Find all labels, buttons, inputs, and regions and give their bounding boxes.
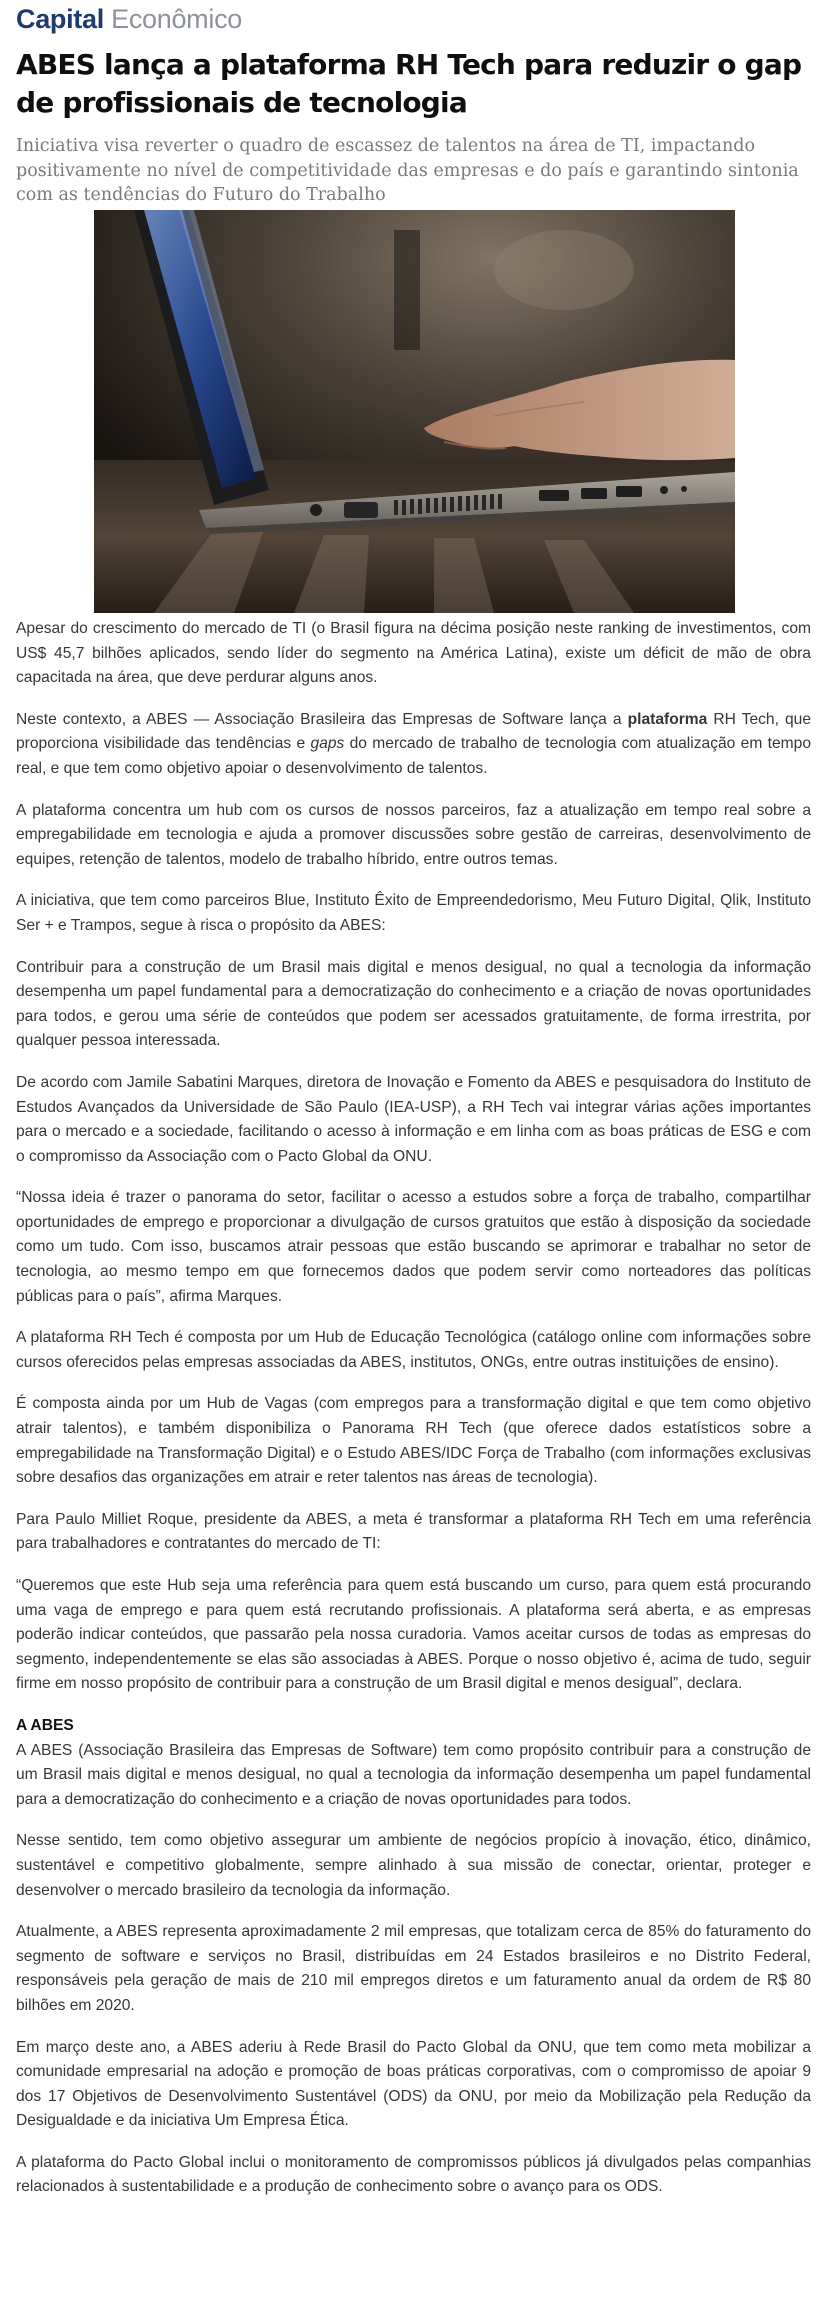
article-paragraph: Contribuir para a construção de um Brasil mais digital e menos desigual, no qual a tecnologia da informação desempenha um papel fundamental para a democratização do conhecimento e a criação de novas oportunidades para todos, e gerou uma série de conteúdos que podem ser acessados gratuitamente, de forma irrestrita, por qualquer pessoa interessada. xyxy=(16,958,811,1050)
article-quote-paragraph: “Nossa ideia é trazer o panorama do setor, facilitar o acesso a estudos sobre a força de trabalho, compartilhar oportunidades de emprego e proporcionar a divulgação de cursos gratuitos que estão à disposição da sociedade como um tudo. Com isso, buscamos atrair pessoas que estão buscando se aprimorar e trabalhar no setor de tecnologia, ao mesmo tempo em que fornecemos dados que podem servir como norteadores das políticas públicas para o país”, afirma Marques. xyxy=(16,1189,811,1305)
logo-primary-text: Capital xyxy=(16,4,104,34)
bold-keyword: plataforma xyxy=(627,710,708,728)
article-paragraph: Em março deste ano, a ABES aderiu à Rede Brasil do Pacto Global da ONU, que tem como meta mobilizar a comunidade empresarial na adoção e promoção de boas práticas corporativas, com o compromisso de apoiar 9 dos 17 Objetivos de Desenvolvimento Sustentável (ODS) da ONU, por meio da Mobilização pela Redução da Desigualdade e da iniciativa Um Empresa Ética. xyxy=(16,2038,811,2130)
article-paragraph: De acordo com Jamile Sabatini Marques, diretora de Inovação e Fomento da ABES e pesquisadora do Instituto de Estudos Avançados da Universidade de São Paulo (IEA-USP), a RH Tech vai integrar várias ações importantes para o mercado e a sociedade, facilitando o acesso à informação e em linha com as boas práticas de ESG e com o compromisso da Associação com o Pacto Global da ONU. xyxy=(16,1073,811,1165)
section-heading: A ABES xyxy=(16,1716,74,1734)
article-paragraph: Atualmente, a ABES representa aproximadamente 2 mil empresas, que totalizam cerca de 85% do faturamento do segmento de software e serviços no Brasil, distribuídas em 24 Estados brasileiros e no Distrito Federal, responsáveis pela geração de mais de 210 mil empregos diretos e um faturamento anual da ordem de R$ 80 bilhões em 2020. xyxy=(16,1923,811,2014)
site-logo[interactable] xyxy=(16,4,242,38)
article-paragraph: Neste contexto, a ABES — Associação Brasileira das Empresas de Software lança a plataforma RH Tech, que proporciona visibilidade das tendências e gaps do mercado de trabalho de tecnologia com atualização em tempo real, e que tem como objetivo apoiar o desenvolvimento de talentos. xyxy=(16,710,811,777)
article-paragraph: A plataforma concentra um hub com os cursos de nossos parceiros, faz a atualização em tempo real sobre a empregabilidade em tecnologia e ajuda a promover discussões sobre gestão de carreiras, desenvolvimento de equipes, retenção de talentos, modelo de trabalho híbrido, entre outros temas. xyxy=(16,801,811,868)
logo-secondary-text: Econômico xyxy=(111,4,242,34)
article-paragraph: A plataforma RH Tech é composta por um Hub de Educação Tecnológica (catálogo online com informações sobre cursos oferecidos pelas empresas associadas da ABES, institutos, ONGs, entre outras instituições de ensino). xyxy=(16,1329,811,1371)
article-paragraph: A iniciativa, que tem como parceiros Blue, Instituto Êxito de Empreendedorismo, Meu Futuro Digital, Qlik, Instituto Ser + e Trampos, segue à risca o propósito da ABES: xyxy=(16,892,811,934)
article-body xyxy=(16,617,811,2217)
article-paragraph: Apesar do crescimento do mercado de TI (o Brasil figura na décima posição neste ranking de investimentos, com US$ 45,7 bilhões aplicados, sendo líder do segmento na América Latina), existe um déficit de mão de obra capacitada na área, que deve perdurar alguns anos. xyxy=(16,620,811,687)
article-subtitle: Iniciativa visa reverter o quadro de escassez de talentos na área de TI, impactando positivamente no nível de competitividade das empresas e do país e garantindo sintonia com as tendências do Futuro do Trabalho xyxy=(16,136,799,205)
article-title: ABES lança a plataforma RH Tech para reduzir o gap de profissionais de tecnologia xyxy=(16,48,802,119)
article-paragraph: A plataforma do Pacto Global inclui o monitoramento de compromissos públicos já divulgados pelas companhias relacionados à sustentabilidade e a produção de conhecimento sobre o avanço para os ODS. xyxy=(16,2153,811,2196)
article-paragraph: Nesse sentido, tem como objetivo assegurar um ambiente de negócios propício à inovação, ético, dinâmico, sustentável e competitivo globalmente, sempre alinhado à sua missão de conectar, orientar, proteger e desenvolver o mercado brasileiro da tecnologia da informação. xyxy=(16,1832,811,1899)
laptop-typing-photo xyxy=(94,210,735,613)
article-paragraph: Para Paulo Milliet Roque, presidente da ABES, a meta é transformar a plataforma RH Tech em uma referência para trabalhadores e contratantes do mercado de TI: xyxy=(16,1510,811,1553)
italic-keyword: gaps xyxy=(310,735,345,753)
article-quote-paragraph: “Queremos que este Hub seja uma referência para quem está buscando um curso, para quem está procurando uma vaga de emprego e para quem está recrutando profissionais. A plataforma será aberta, e as empresas poderão indicar conteúdos, que passarão pela nossa curadoria. Vamos aceitar cursos de todas as empresas do segmento, independentemente se elas são associadas à ABES. Porque o nosso objetivo é, acima de tudo, seguir firme em nosso propósito de contribuir para a construção de um Brasil digital e menos desigual”, declara. xyxy=(16,1577,811,1693)
article-paragraph: É composta ainda por um Hub de Vagas (com empregos para a transformação digital e que tem como objetivo atrair talentos), e também disponibiliza o Panorama RH Tech (que oferece dados estatísticos sobre a empregabilidade na Transformação Digital) e o Estudo ABES/IDC Força de Trabalho (com informações exclusivas sobre desafios das organizações em atrair e reter talentos nas áreas de tecnologia). xyxy=(16,1395,811,1487)
article-paragraph: A ABES (Associação Brasileira das Empresas de Software) tem como propósito contribuir para a construção de um Brasil mais digital e menos desigual, no qual a tecnologia da informação desempenha um papel fundamental para a democratização do conhecimento e a criação de novas oportunidades para todos. xyxy=(16,1741,811,1808)
hero-image xyxy=(94,210,735,613)
